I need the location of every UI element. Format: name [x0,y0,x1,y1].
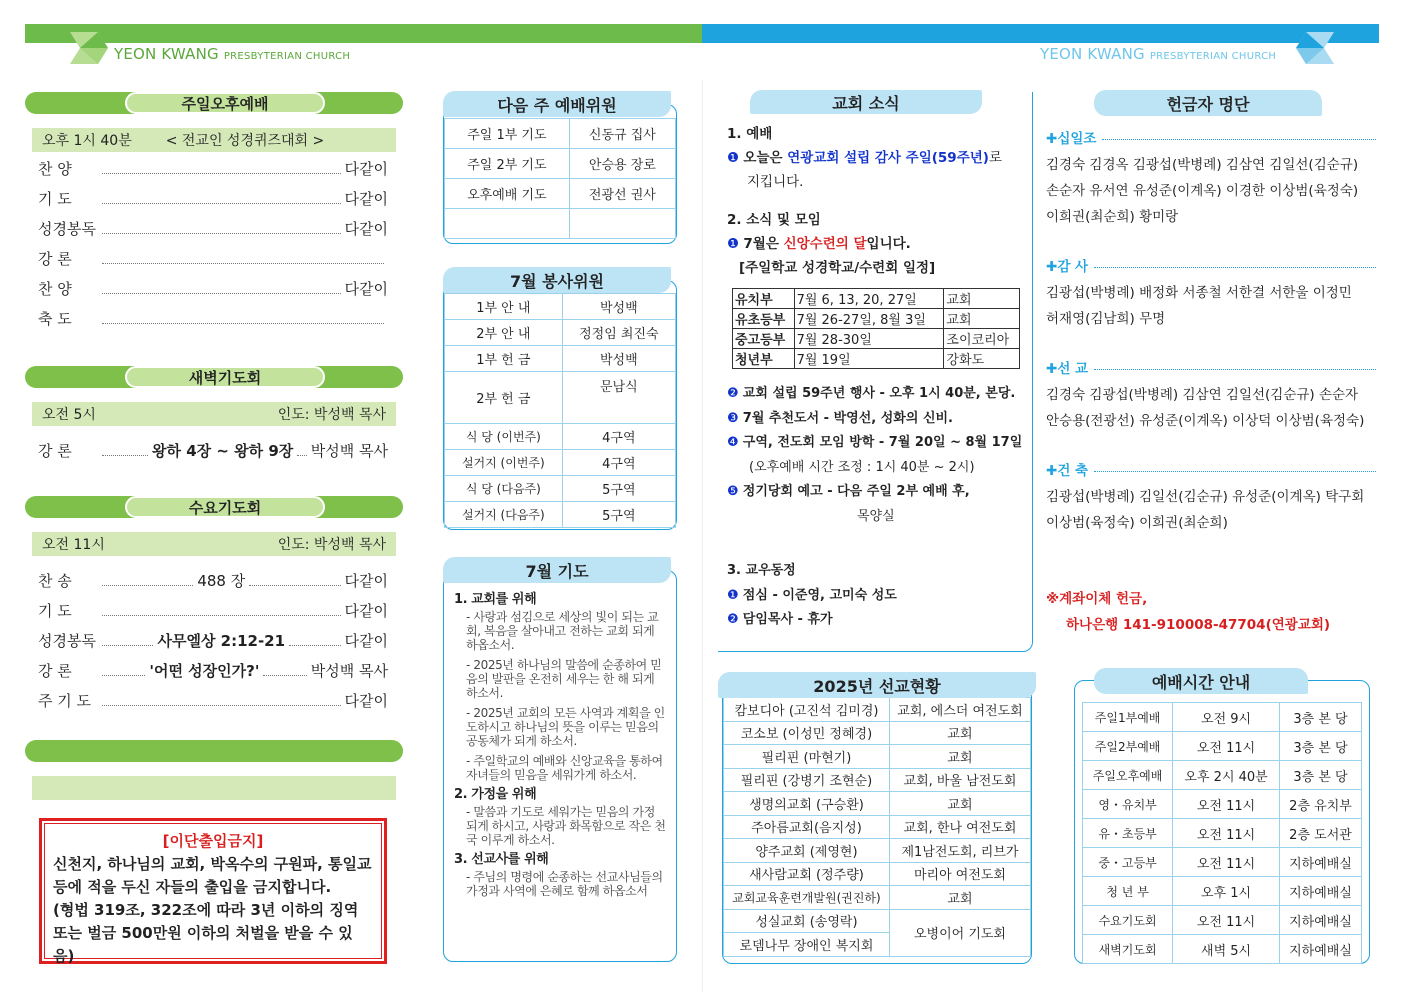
table-row: 1부 헌 금 박성백 [445,346,676,372]
table-row: 생명의교회 (구승환) 교회 [724,792,1031,816]
table-row: 2부 헌 금 문남식 [445,372,676,424]
empty-bar [25,740,403,762]
wed-order [38,566,388,716]
order-row: 성경봉독 사무엘상 2:12-21 다같이 [38,626,388,656]
donor-group-heading: ✚ 감 사 [1046,254,1376,280]
order-row: 성경봉독 다같이 [38,214,388,244]
list-item: - 2025년 하나님의 말씀에 순종하여 믿음의 발판을 온전히 세우는 한 해 되게 하소서. [466,658,662,700]
july-prayer-box: 1. 교회를 위해 - 사랑과 섬김으로 세상의 빛이 되는 교회, 복음을 살아내고 전하는 교회 되게 하옵소서. - 2025년 하나님의 말씀에 순종하여 믿음의 발판을 온전히 세우는 한 해 되게 하소서. - 2025년 교회의 모든 사역과 계획을 인도하시고 하나님의 뜻을 이루는 믿음의 공동체가 되게 하소서. - 주일학교의 예배와 신앙교육을 통하여 자녀들의 믿음을 세워가게 하소서. 2. 가정을 위해 - 말씀과 기도로 세워가는 믿음의 가정 되게 하시고, 사랑과 화목함으로 작은 천국 이루게 하소서. 3. 선교사를 위해 - 주님의 명령에 순종하는 선교사님들의 가정과 사역에 은혜로 함께 하옵소서 [443,570,677,962]
july-service-box [443,280,677,530]
table-row: 캄보디아 (고진석 김미경) 교회, 에스더 여전도회 [724,698,1031,722]
fold-line [702,80,703,992]
bank-account: 하나은행 141-910008-47704(연광교회) [1066,617,1331,633]
notice-law: (형법 319조, 322조에 따라 3년 이하의 징역 또는 벌금 500만원 이하의 처벌을 받을 수 있음) [53,901,359,965]
news-content-2: ❷ 교회 설립 59주년 행사 - 오후 1시 40분, 본당. ❸ 7월 추천도서 - 박영선, 성화의 신비. ❹ 구역, 전도회 모임 방학 - 7월 20일 ~ 8월 17일 (오후예배 시간 조정 : 1시 40분 ~ 2시) ❺ 정기당회 예고 - 다음 주일 2부 예배 후, 목양실 3. 교우동정 ❶ 점심 - 이준영, 고미숙 성도 ❷ 담임목사 - 휴가 [727,382,1027,633]
mission-table [723,697,1031,957]
order-row: 찬 양 다같이 [38,154,388,184]
order-row: 찬 송 488 장 다같이 [38,566,388,596]
order-row: 축 도 [38,304,388,334]
sunday-pm-time-row [32,128,396,152]
table-row: 주일1부예배 오전 9시 3층 본 당 [1083,703,1362,732]
table-row: 식 당 (다음주) 5구역 [445,476,676,502]
table-row: 유초등부 7월 26-27일, 8월 3일 교회 [733,309,1020,329]
table-row: 주일2부예배 오전 11시 3층 본 당 [1083,732,1362,761]
table-row: 청 년 부 오후 1시 지하예배실 [1083,877,1362,906]
july-prayer-title: 7월 기도 [443,557,671,583]
table-row: 양주교회 (제영현) 제1남전도회, 리브가 [724,839,1031,863]
table-row: 성실교회 (송영락) 오병이어 기도회 [724,909,1031,933]
next-week-table [444,118,676,239]
notice-body: 신천지, 하나님의 교회, 박옥수의 구원파, 통일교 등에 적을 두신 자들의 출입을 금지합니다. [53,855,372,896]
list-item: ❷ 담임목사 - 휴가 [727,612,833,627]
table-row: 유・초등부 오전 11시 2층 도서관 [1083,819,1362,848]
table-row: 새벽기도회 새벽 5시 지하예배실 [1083,935,1362,964]
table-row: 필리핀 (마현기) 교회 [724,745,1031,769]
list-item: ❶ 점심 - 이준영, 고미숙 성도 [727,587,897,603]
dawn-time-row: 오전 5시 인도: 박성백 목사 [32,402,396,426]
july-service-title: 7월 봉사위원 [443,267,671,293]
list-item: - 주님의 명령에 순종하는 선교사님들의 가정과 사역에 은혜로 함께 하옵소서 [466,870,663,898]
sunday-pm-order [38,154,388,334]
order-row: 강 론 '어떤 성장인가?' 박성백 목사 [38,656,388,686]
sunday-pm-event: < 전교인 성경퀴즈대회 > [165,133,325,149]
church-name-right: YEON KWANG PRESBYTERIAN CHURCH [1040,45,1277,63]
table-row: 식 당 (이번주) 4구역 [445,424,676,450]
church-logo-icon [1292,28,1342,68]
sunday-pm-bar [25,92,403,114]
notice-box [39,818,387,964]
dawn-bar [25,366,403,388]
donor-group-heading: ✚ 십일조 [1046,126,1376,152]
table-row: 코소보 (이성민 정혜경) 교회 [724,721,1031,745]
july-service-table [444,293,676,528]
table-row: 새사람교회 (정주량) 마리아 여전도회 [724,862,1031,886]
donor-group-heading: ✚ 건 축 [1046,458,1376,484]
table-row: 유치부 7월 6, 13, 20, 27일 교회 [733,289,1020,309]
table-row: 설거지 (다음주) 5구역 [445,502,676,528]
transfer-label: ※계좌이체 헌금, [1046,591,1148,607]
church-logo-icon [62,28,112,68]
table-row: 로뎀나무 장애인 복지회 [724,933,1031,957]
wed-title: 수요기도회 [125,496,325,518]
table-row: 중고등부 7월 28-30일 조이코리아 [733,329,1020,349]
table-row: 중・고등부 오전 11시 지하예배실 [1083,848,1362,877]
list-item: ❹ 구역, 전도회 모임 방학 - 7월 20일 ~ 8월 17일 [727,435,1023,450]
list-item: - 주일학교의 예배와 신앙교육을 통하여 자녀들의 믿음을 세워가게 하소서. [466,754,663,782]
donors-title: 헌금자 명단 [1094,90,1322,116]
worship-times-box [1074,680,1370,964]
order-row: 찬 양 다같이 [38,274,388,304]
list-item: - 사랑과 섬김으로 세상의 빛이 되는 교회, 복음을 살아내고 전하는 교회 되게 하옵소서. [466,610,659,652]
order-row: 기 도 다같이 [38,184,388,214]
table-row: 청년부 7월 19일 강화도 [733,349,1020,369]
table-row [445,209,676,239]
table-row: 수요기도회 오전 11시 지하예배실 [1083,906,1362,935]
news-title: 교회 소식 [750,90,982,114]
mission-title: 2025년 선교현황 [718,672,1036,698]
worship-times-table [1082,702,1362,964]
list-item: - 2025년 교회의 모든 사역과 계획을 인도하시고 하나님의 뜻을 이루는 믿음의 공동체가 되게 하소서. [466,706,665,748]
donor-group-heading: ✚ 선 교 [1046,356,1376,382]
table-row: 주일 1부 기도 신동규 집사 [445,119,676,149]
empty-row [32,776,396,800]
wed-bar [25,496,403,518]
table-row: 주일 2부 기도 안승용 장로 [445,149,676,179]
table-row: 필리핀 (강병기 조현순) 교회, 바울 남전도회 [724,768,1031,792]
list-item: ❶ 7월은 신앙수련의 달입니다. [727,236,911,252]
order-row: 주 기 도 다같이 [38,686,388,716]
table-row: 1부 안 내 박성백 [445,294,676,320]
mission-box [722,684,1032,964]
church-name-left: YEON KWANG PRESBYTERIAN CHURCH [114,45,351,63]
sunday-pm-time: 오후 1시 40분 [42,133,132,149]
list-item: ❺ 정기당회 예고 - 다음 주일 2부 예배 후, [727,484,970,499]
next-week-title: 다음 주 예배위원 [443,91,671,117]
list-item: ❸ 7월 추천도서 - 박영선, 성화의 신비. [727,410,953,426]
order-row: 기 도 다같이 [38,596,388,626]
donors-content: ✚ 십일조 김경숙 김경옥 김광섭(박병례) 김삼연 김일선(김순규) 손순자 유서연 유성준(이계옥) 이경한 이상범(육정숙) 이희권(최순희) 황미랑 ✚ 감 사 김광섭(박병례) 배정화 서종철 서한결 서한울 이정민 허재영(김남희) 무명 ✚ 선 교 김경숙 김광섭(박병례) 김삼연 김일선(김순규) 손순자 안승용(전광선) 유성준(이계옥) 이상덕 이상범(육정숙) ✚ 건 축 김광섭(박병례) 김일선(김순규) 유성준(이계옥) 탁구회 이상범(육정숙) 이희권(최순희) ※계좌이체 헌금, 하나은행 141-910008-47704(연광교회) [1046,126,1376,638]
table-row: 영・유치부 오전 11시 2층 유치부 [1083,790,1362,819]
dawn-title: 새벽기도회 [125,366,325,388]
worship-times-title: 예배시간 안내 [1094,668,1308,694]
table-row: 오후예배 기도 전광선 권사 [445,179,676,209]
table-row: 2부 안 내 정정임 최진숙 [445,320,676,346]
news-content: 1. 예배 ❶ 오늘은 연광교회 설립 감사 주일(59주년)로 지킵니다. 2. 소식 및 모임 ❶ 7월은 신앙수련의 달입니다. [주일학교 성경학교/수련회 일정] [727,122,1027,280]
camp-table [732,288,1020,369]
order-row: 강 론 [38,244,388,274]
wed-time-row: 오전 11시 인도: 박성백 목사 [32,532,396,556]
dawn-sermon-row: 강 론 왕하 4장 ~ 왕하 9장 박성백 목사 [38,436,388,466]
table-row: 설거지 (이번주) 4구역 [445,450,676,476]
notice-title: [이단출입금지] [162,832,264,850]
table-row: 주일오후예배 오후 2시 40분 3층 본 당 [1083,761,1362,790]
list-item: ❷ 교회 설립 59주년 행사 - 오후 1시 40분, 본당. [727,386,1016,401]
table-row: 교회교육훈련개발원(권진하) 교회 [724,886,1031,910]
list-item: - 말씀과 기도로 세워가는 믿음의 가정 되게 하시고, 사랑과 화목함으로 작은 천국 이루게 하소서. [466,805,666,847]
list-item: ❶ 오늘은 연광교회 설립 감사 주일(59주년)로 [727,150,1002,166]
table-row: 주아름교회(음지성) 교회, 한나 여전도회 [724,815,1031,839]
next-week-box [443,104,677,244]
sunday-pm-title: 주일오후예배 [125,92,325,114]
